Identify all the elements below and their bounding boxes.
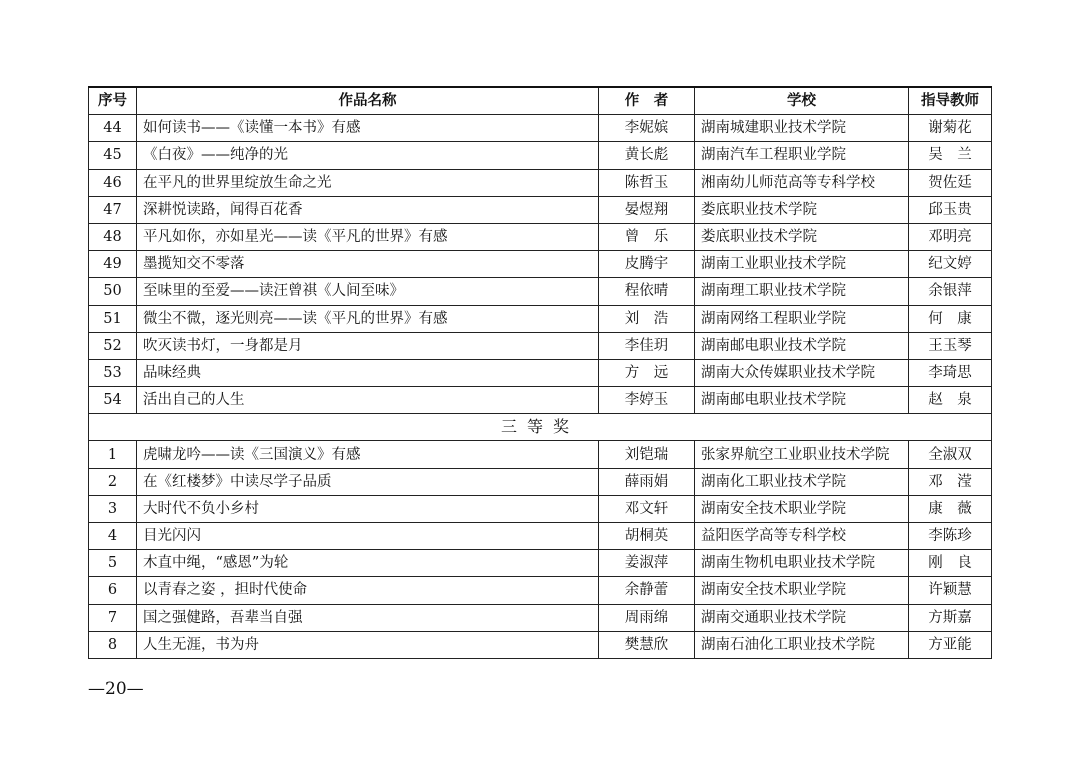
cell-school: 湖南理工职业技术学院 [695, 278, 909, 305]
cell-author: 皮腾宇 [599, 251, 695, 278]
cell-author: 李佳玥 [599, 332, 695, 359]
cell-title: 以青春之姿 ，担时代使命 [137, 577, 599, 604]
cell-title: 《白夜》——纯净的光 [137, 142, 599, 169]
cell-author: 刘铠瑞 [599, 441, 695, 468]
table-row [89, 305, 992, 332]
cell-num: 51 [89, 305, 137, 332]
header-school: 学校 [695, 87, 909, 115]
cell-school: 湖南石油化工职业技术学院 [695, 631, 909, 658]
cell-teacher: 贺佐廷 [909, 169, 992, 196]
cell-school: 娄底职业技术学院 [695, 196, 909, 223]
cell-title: 在《红楼梦》中读尽学子品质 [137, 468, 599, 495]
table-row [89, 169, 992, 196]
table-row [89, 604, 992, 631]
cell-num: 4 [89, 523, 137, 550]
cell-school: 湘南幼儿师范高等专科学校 [695, 169, 909, 196]
cell-title: 深耕悦读路，闻得百花香 [137, 196, 599, 223]
cell-school: 娄底职业技术学院 [695, 223, 909, 250]
cell-school: 张家界航空工业职业技术学院 [695, 441, 909, 468]
cell-num: 2 [89, 468, 137, 495]
second-prize-rows [89, 115, 992, 414]
cell-school: 湖南邮电职业技术学院 [695, 387, 909, 414]
cell-title: 吹灭读书灯，一身都是月 [137, 332, 599, 359]
table-row [89, 332, 992, 359]
cell-school: 湖南交通职业技术学院 [695, 604, 909, 631]
cell-teacher: 刚 良 [909, 550, 992, 577]
cell-num: 46 [89, 169, 137, 196]
cell-teacher: 方亚能 [909, 631, 992, 658]
cell-school: 湖南网络工程职业学院 [695, 305, 909, 332]
cell-title: 木直中绳，“感恩”为轮 [137, 550, 599, 577]
cell-num: 5 [89, 550, 137, 577]
cell-title: 如何读书——《读懂一本书》有感 [137, 115, 599, 142]
table-row [89, 196, 992, 223]
cell-title: 人生无涯，书为舟 [137, 631, 599, 658]
cell-num: 48 [89, 223, 137, 250]
cell-num: 1 [89, 441, 137, 468]
header-num: 序号 [89, 87, 137, 115]
cell-school: 湖南大众传媒职业技术学院 [695, 359, 909, 386]
table-row [89, 441, 992, 468]
cell-author: 周雨绵 [599, 604, 695, 631]
cell-school: 湖南城建职业技术学院 [695, 115, 909, 142]
cell-title: 平凡如你，亦如星光——读《平凡的世界》有感 [137, 223, 599, 250]
cell-author: 胡桐英 [599, 523, 695, 550]
cell-teacher: 纪文婷 [909, 251, 992, 278]
cell-author: 陈哲玉 [599, 169, 695, 196]
cell-author: 曾 乐 [599, 223, 695, 250]
cell-num: 52 [89, 332, 137, 359]
cell-num: 44 [89, 115, 137, 142]
cell-school: 湖南邮电职业技术学院 [695, 332, 909, 359]
cell-num: 47 [89, 196, 137, 223]
cell-title: 大时代不负小乡村 [137, 495, 599, 522]
cell-num: 3 [89, 495, 137, 522]
section-row [89, 414, 992, 441]
cell-num: 53 [89, 359, 137, 386]
table-row [89, 251, 992, 278]
header-row [89, 87, 992, 115]
cell-teacher: 邱玉贵 [909, 196, 992, 223]
cell-author: 程依晴 [599, 278, 695, 305]
cell-author: 薛雨娟 [599, 468, 695, 495]
cell-title: 品味经典 [137, 359, 599, 386]
cell-teacher: 方斯嘉 [909, 604, 992, 631]
cell-school: 湖南安全技术职业学院 [695, 495, 909, 522]
cell-author: 李妮嫔 [599, 115, 695, 142]
cell-teacher: 谢菊花 [909, 115, 992, 142]
cell-title: 国之强健路，吾辈当自强 [137, 604, 599, 631]
cell-title: 虎啸龙吟——读《三国演义》有感 [137, 441, 599, 468]
page-number: —20— [88, 679, 144, 699]
cell-num: 49 [89, 251, 137, 278]
table-row [89, 387, 992, 414]
cell-teacher: 王玉琴 [909, 332, 992, 359]
cell-num: 8 [89, 631, 137, 658]
cell-teacher: 余银萍 [909, 278, 992, 305]
table-row [89, 115, 992, 142]
cell-teacher: 全淑双 [909, 441, 992, 468]
cell-title: 至味里的至爱——读汪曾祺《人间至味》 [137, 278, 599, 305]
cell-teacher: 李琦思 [909, 359, 992, 386]
awards-table [88, 86, 992, 659]
cell-title: 在平凡的世界里绽放生命之光 [137, 169, 599, 196]
cell-teacher: 许颖慧 [909, 577, 992, 604]
table-row [89, 523, 992, 550]
cell-school: 湖南化工职业技术学院 [695, 468, 909, 495]
third-prize-section [89, 414, 992, 441]
table-row [89, 550, 992, 577]
cell-school: 湖南生物机电职业技术学院 [695, 550, 909, 577]
cell-author: 余静蕾 [599, 577, 695, 604]
cell-teacher: 邓 滢 [909, 468, 992, 495]
cell-title: 墨揽知交不零落 [137, 251, 599, 278]
cell-author: 刘 浩 [599, 305, 695, 332]
cell-num: 45 [89, 142, 137, 169]
table-row [89, 468, 992, 495]
table-row [89, 577, 992, 604]
cell-num: 6 [89, 577, 137, 604]
cell-school: 益阳医学高等专科学校 [695, 523, 909, 550]
header-title: 作品名称 [137, 87, 599, 115]
table-row [89, 223, 992, 250]
table-row [89, 278, 992, 305]
cell-teacher: 吴 兰 [909, 142, 992, 169]
header-teacher: 指导教师 [909, 87, 992, 115]
cell-teacher: 何 康 [909, 305, 992, 332]
header-author: 作 者 [599, 87, 695, 115]
cell-school: 湖南汽车工程职业学院 [695, 142, 909, 169]
cell-title: 目光闪闪 [137, 523, 599, 550]
cell-title: 微尘不微，逐光则亮——读《平凡的世界》有感 [137, 305, 599, 332]
section-title-third: 三等奖 [89, 414, 992, 441]
cell-author: 李婷玉 [599, 387, 695, 414]
cell-num: 54 [89, 387, 137, 414]
cell-teacher: 康 薇 [909, 495, 992, 522]
cell-school: 湖南工业职业技术学院 [695, 251, 909, 278]
cell-author: 姜淑萍 [599, 550, 695, 577]
cell-author: 方 远 [599, 359, 695, 386]
table-row [89, 631, 992, 658]
cell-num: 7 [89, 604, 137, 631]
third-prize-rows [89, 441, 992, 659]
cell-author: 邓文轩 [599, 495, 695, 522]
cell-teacher: 邓明亮 [909, 223, 992, 250]
cell-author: 晏煜翔 [599, 196, 695, 223]
cell-num: 50 [89, 278, 137, 305]
cell-school: 湖南安全技术职业学院 [695, 577, 909, 604]
table-row [89, 359, 992, 386]
table-row [89, 142, 992, 169]
table-row [89, 495, 992, 522]
cell-author: 樊慧欣 [599, 631, 695, 658]
cell-author: 黄长彪 [599, 142, 695, 169]
cell-teacher: 赵 泉 [909, 387, 992, 414]
cell-title: 活出自己的人生 [137, 387, 599, 414]
cell-teacher: 李陈珍 [909, 523, 992, 550]
